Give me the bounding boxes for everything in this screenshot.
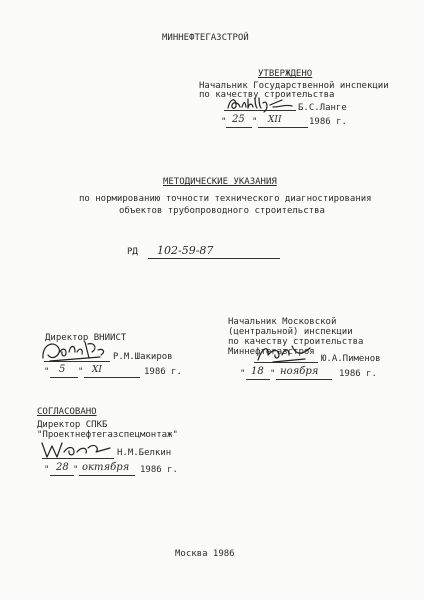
agreed-position-line1: Директор СПКБ: [37, 420, 108, 430]
approval-year: 1986 г.: [309, 117, 347, 127]
agreed-day-line: [50, 475, 74, 476]
approval-date-month: XII: [268, 115, 282, 125]
inspection-position-line3: по качеству строительства: [228, 337, 364, 347]
approval-title: УТВЕРЖДЕНО: [258, 69, 313, 79]
footer-place-year: Москва 1986: [175, 549, 235, 559]
director-date-close-quote: ": [78, 367, 84, 377]
approval-date-open-quote: ": [221, 117, 227, 127]
inspection-position-line1: Начальник Московской: [228, 317, 337, 327]
agreed-name: Н.М.Белкин: [117, 448, 172, 458]
document-code-number: 102-59-87: [157, 244, 214, 257]
director-date-open-quote: ": [44, 367, 50, 377]
approval-date-day: 25: [232, 114, 245, 125]
agreed-signature: [38, 438, 118, 462]
inspection-year: 1986 г.: [339, 369, 377, 379]
inspection-date-day: 18: [251, 366, 264, 377]
director-month-line: [84, 377, 140, 378]
approval-day-line: [226, 127, 252, 128]
agreed-date-month: октября: [82, 462, 130, 473]
inspection-date-open-quote: ": [240, 369, 246, 379]
approval-month-line: [258, 127, 308, 128]
director-date-month: XI: [92, 365, 102, 375]
director-position: Директор ВНИИСТ: [45, 333, 127, 343]
document-title: МЕТОДИЧЕСКИЕ УКАЗАНИЯ: [163, 177, 277, 187]
inspection-date-close-quote: ": [270, 369, 276, 379]
organization-name: МИННЕФТЕГАЗСТРОЙ: [162, 33, 249, 43]
document-subtitle-line1: по нормированию точности технического диагностирования: [79, 194, 372, 204]
approval-date-close-quote: ": [252, 117, 258, 127]
director-date-day: 5: [59, 364, 66, 375]
director-year: 1986 г.: [144, 367, 182, 377]
inspection-month-line: [276, 379, 332, 380]
inspection-day-line: [246, 379, 270, 380]
director-signature: [40, 338, 116, 366]
inspection-position-line4: Миннефтегазстроя: [228, 347, 315, 357]
document-subtitle-line2: объектов трубопроводного строительства: [119, 206, 325, 216]
agreed-date-day: 28: [56, 462, 69, 473]
agreed-year: 1986 г.: [140, 465, 178, 475]
director-day-line: [50, 377, 78, 378]
director-name: Р.М.Шакиров: [113, 352, 173, 362]
agreed-position-line2: "Проектнефтегазспецмонтаж": [37, 430, 178, 440]
approval-position-line1: Начальник Государственной инспекции: [199, 81, 389, 91]
agreed-month-line: [79, 475, 135, 476]
inspection-signature: [255, 343, 321, 365]
approval-position-line2: по качеству строительства: [199, 90, 335, 100]
approval-signature: [226, 95, 298, 115]
approval-name: Б.С.Ланге: [298, 103, 347, 113]
agreed-title: СОГЛАСОВАНО: [37, 407, 97, 417]
agreed-date-close-quote: ": [73, 465, 79, 475]
inspection-position-line2: (центральной) инспекции: [228, 327, 353, 337]
inspection-date-month: ноября: [280, 366, 319, 377]
document-code-prefix: РД: [127, 247, 138, 257]
document-code-line: [148, 258, 280, 259]
agreed-date-open-quote: ": [44, 465, 50, 475]
inspection-name: Ю.А.Пименов: [321, 354, 381, 364]
